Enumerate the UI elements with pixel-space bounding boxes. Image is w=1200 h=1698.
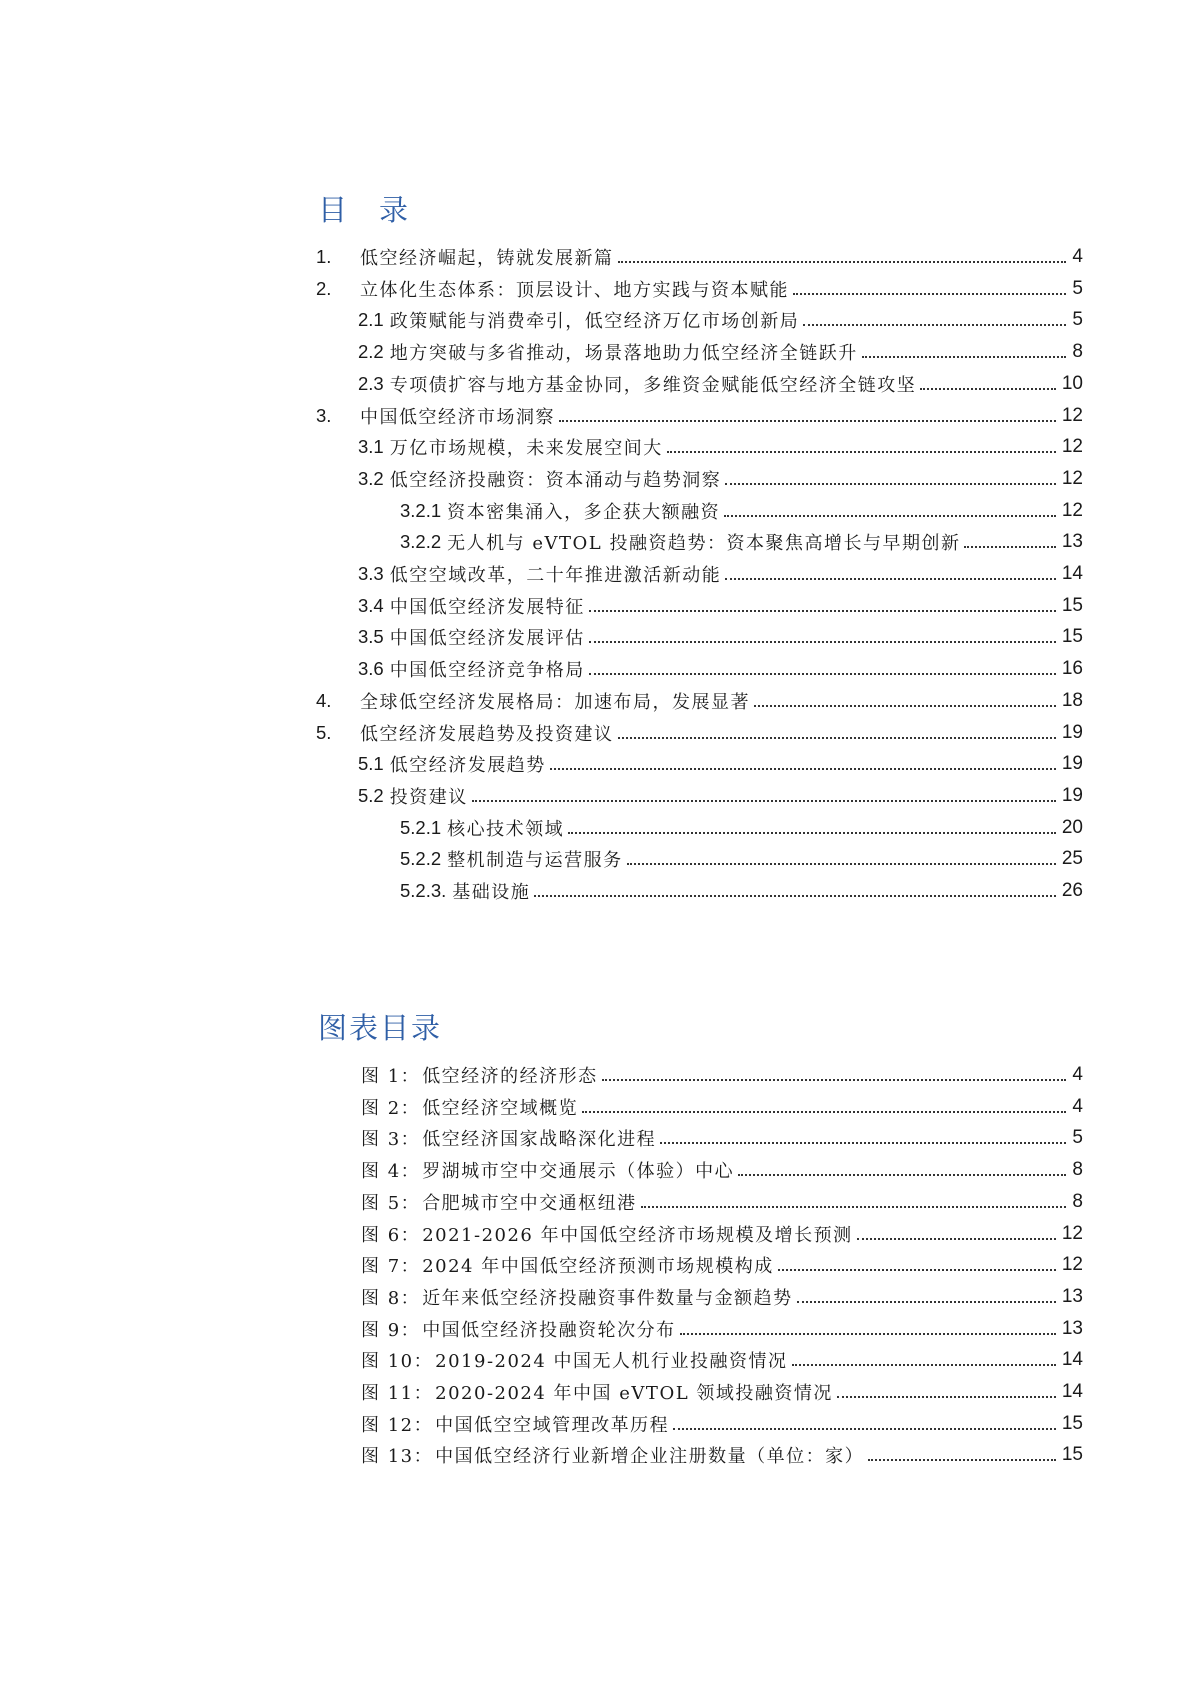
figure-entry[interactable] — [361, 1059, 1083, 1091]
toc-entry-page: 5 — [1072, 277, 1083, 299]
figure-entry-text: 合肥城市空中交通枢纽港 — [422, 1192, 637, 1214]
dot-leader — [862, 343, 1067, 361]
toc-entry[interactable] — [358, 304, 1083, 336]
figure-entry-text: 低空经济空域概览 — [422, 1097, 579, 1119]
toc-entry-number: 5.1 — [358, 753, 384, 775]
toc-entry-text: 整机制造与运营服务 — [447, 850, 623, 872]
dot-leader — [627, 850, 1056, 868]
toc-entry[interactable] — [400, 812, 1083, 844]
figure-entry[interactable] — [361, 1154, 1083, 1186]
figure-entry-label: 图 5： — [361, 1192, 421, 1214]
toc-entry-number: 5.2.3. — [400, 880, 447, 901]
toc-entry[interactable] — [400, 875, 1083, 907]
figure-entry[interactable] — [361, 1091, 1083, 1123]
dot-leader — [754, 692, 1056, 710]
toc-entry[interactable] — [400, 526, 1083, 558]
toc-title — [318, 188, 410, 229]
toc-entry[interactable] — [316, 273, 1083, 305]
dot-leader — [837, 1383, 1056, 1401]
toc-entry[interactable] — [316, 717, 1083, 749]
dot-leader — [673, 1415, 1056, 1433]
figure-entry-page: 12 — [1061, 1222, 1083, 1244]
dot-leader — [738, 1161, 1066, 1179]
toc-entry-number: 3.3 — [358, 563, 384, 584]
figure-entry-label: 图 3： — [361, 1129, 421, 1151]
dot-leader — [857, 1225, 1056, 1243]
figure-entry-text: 中国低空经济行业新增企业注册数量（单位：家） — [435, 1446, 865, 1468]
toc-entry[interactable] — [316, 241, 1083, 273]
figure-entry-page: 13 — [1061, 1317, 1083, 1339]
toc-entry-text: 中国低空经济发展特征 — [389, 596, 585, 618]
figure-entry[interactable] — [361, 1281, 1083, 1313]
toc-entry-number: 4. — [316, 689, 332, 711]
dot-leader — [568, 819, 1056, 837]
toc-entry-text: 政策赋能与消费牵引，低空经济万亿市场创新局 — [389, 311, 800, 333]
figure-entry[interactable] — [361, 1408, 1083, 1440]
toc-entry-number: 3.2 — [358, 467, 384, 489]
dot-leader — [725, 565, 1056, 583]
dot-leader — [589, 597, 1056, 615]
dot-leader — [472, 787, 1056, 805]
toc-entry-text: 核心技术领域 — [447, 818, 565, 840]
figure-entry-page: 5 — [1072, 1127, 1083, 1149]
figure-entry-text: 2021-2026 年中国低空经济市场规模及增长预测 — [422, 1224, 853, 1246]
toc-entry[interactable] — [358, 590, 1083, 622]
dot-leader — [602, 1066, 1067, 1084]
figure-entry-label: 图 12： — [361, 1414, 434, 1436]
toc-entry-number: 1. — [316, 246, 332, 267]
figure-entry-text: 罗湖城市空中交通展示（体验）中心 — [422, 1161, 735, 1183]
toc-entry[interactable] — [358, 780, 1083, 812]
toc-title-part: 录 — [379, 193, 411, 227]
toc-entry-page: 14 — [1061, 563, 1083, 584]
dot-leader — [582, 1098, 1066, 1116]
toc-entry[interactable] — [400, 495, 1083, 527]
dot-leader — [792, 1351, 1056, 1369]
toc-entry-text: 低空空域改革，二十年推进激活新动能 — [389, 565, 722, 586]
toc-entry-text: 低空经济崛起，铸就发展新篇 — [360, 248, 614, 269]
toc-entry-page: 25 — [1061, 848, 1083, 870]
toc-entry-text: 无人机与 eVTOL 投融资趋势：资本聚焦高增长与早期创新 — [447, 533, 961, 555]
toc-entry-number: 2. — [316, 277, 332, 299]
figure-entry-page: 8 — [1072, 1190, 1083, 1212]
figure-entry-label: 图 4： — [361, 1161, 421, 1183]
toc-entry-text: 地方突破与多省推动，场景落地助力低空经济全链跃升 — [389, 343, 858, 365]
toc-entry-page: 8 — [1072, 341, 1083, 363]
toc-entry-page: 13 — [1061, 531, 1083, 553]
toc-entry-page: 19 — [1061, 721, 1083, 743]
toc-entry[interactable] — [358, 463, 1083, 495]
figure-entry-label: 图 13： — [361, 1446, 434, 1468]
figure-entry-label: 图 2： — [361, 1097, 421, 1119]
figure-entry[interactable] — [361, 1249, 1083, 1281]
dot-leader — [660, 1129, 1066, 1147]
toc-entry[interactable] — [358, 621, 1083, 653]
toc-entry-page: 12 — [1061, 436, 1083, 458]
toc-title-part: 目 — [318, 193, 350, 227]
figure-entry-text: 2024 年中国低空经济预测市场规模构成 — [422, 1256, 774, 1278]
figure-entry-text: 2020-2024 年中国 eVTOL 领域投融资情况 — [435, 1383, 833, 1404]
toc-entry[interactable] — [358, 368, 1083, 400]
figure-entry-text: 中国低空经济投融资轮次分布 — [422, 1319, 676, 1341]
toc-entry-page: 10 — [1061, 372, 1083, 394]
figure-entry-text: 近年来低空经济投融资事件数量与金额趋势 — [422, 1287, 793, 1309]
toc-entry[interactable] — [358, 431, 1083, 463]
toc-entry-number: 5.2.1 — [400, 816, 442, 838]
toc-entry-text: 低空经济投融资：资本涌动与趋势洞察 — [389, 469, 722, 491]
toc-entry-number: 2.2 — [358, 341, 384, 363]
toc-entry[interactable] — [358, 336, 1083, 368]
figure-entry-page: 14 — [1061, 1381, 1083, 1402]
toc-entry[interactable] — [358, 558, 1083, 590]
toc-entry-page: 18 — [1061, 689, 1083, 711]
toc-entry-text: 专项债扩容与地方基金协同，多维资金赋能低空经济全链攻坚 — [389, 374, 917, 396]
toc-entry-text: 低空经济发展趋势 — [389, 755, 546, 777]
figure-entry-label: 图 9： — [361, 1319, 421, 1341]
figure-entry-label: 图 11： — [361, 1383, 434, 1404]
toc-entry-page: 12 — [1061, 467, 1083, 489]
figure-entry-page: 15 — [1061, 1444, 1083, 1466]
figure-entry-text: 中国低空空域管理改革历程 — [435, 1414, 670, 1436]
dot-leader — [778, 1256, 1056, 1274]
toc-entry[interactable] — [400, 843, 1083, 875]
figure-entry-label: 图 6： — [361, 1224, 421, 1246]
toc-entry-number: 5.2.2 — [400, 848, 442, 870]
dot-leader — [641, 1193, 1067, 1211]
dot-leader — [797, 1288, 1056, 1306]
dot-leader — [589, 628, 1056, 646]
figure-entry-page: 12 — [1061, 1254, 1083, 1276]
toc-entry-text: 资本密集涌入，多企获大额融资 — [447, 501, 721, 523]
toc-entry-text: 基础设施 — [452, 882, 531, 903]
figure-entry-label: 图 1： — [361, 1066, 421, 1087]
toc-entry-page: 19 — [1061, 784, 1083, 806]
figure-entry[interactable] — [361, 1376, 1083, 1408]
figure-entry[interactable] — [361, 1313, 1083, 1345]
figure-entry[interactable] — [361, 1344, 1083, 1376]
dot-leader — [920, 375, 1056, 393]
toc-entry-page: 15 — [1061, 594, 1083, 616]
toc-entry-text: 万亿市场规模，未来发展空间大 — [389, 438, 663, 460]
toc-entry[interactable] — [358, 748, 1083, 780]
toc-entry-page: 20 — [1061, 816, 1083, 838]
toc-entry-page: 5 — [1072, 309, 1083, 331]
figure-list-title: 图表目录 — [318, 1011, 443, 1045]
toc-entry-text: 低空经济发展趋势及投资建议 — [360, 723, 614, 745]
figure-entry-page: 13 — [1061, 1285, 1083, 1307]
toc-entry-page: 15 — [1061, 626, 1083, 648]
dot-leader — [550, 755, 1056, 773]
toc-entry[interactable] — [358, 653, 1083, 685]
toc-entry-number: 5. — [316, 721, 332, 743]
dot-leader — [618, 724, 1056, 742]
toc-entry-text: 中国低空经济市场洞察 — [360, 406, 555, 428]
figure-entry[interactable] — [361, 1439, 1083, 1471]
dot-leader — [964, 533, 1055, 551]
dot-leader — [680, 1320, 1056, 1338]
figure-entry-page: 4 — [1072, 1095, 1083, 1117]
dot-leader — [667, 438, 1056, 456]
toc-entry-number: 2.3 — [358, 372, 384, 394]
toc-entry-text: 投资建议 — [389, 786, 468, 808]
figure-entry-label: 图 7： — [361, 1256, 421, 1278]
figure-entry-page: 4 — [1072, 1064, 1083, 1085]
figure-entry-text: 低空经济国家战略深化进程 — [422, 1129, 657, 1151]
figure-entry[interactable] — [361, 1122, 1083, 1154]
dot-leader — [589, 660, 1056, 678]
figure-entry-label: 图 8： — [361, 1287, 421, 1309]
dot-leader — [868, 1446, 1056, 1464]
figure-entry-page: 14 — [1061, 1349, 1083, 1371]
figure-entry-text: 低空经济的经济形态 — [422, 1066, 598, 1087]
toc-entry-number: 3.5 — [358, 626, 384, 648]
toc-entry[interactable] — [316, 685, 1083, 717]
toc-entry-page: 19 — [1061, 753, 1083, 775]
toc-entry-text: 全球低空经济发展格局：加速布局，发展显著 — [360, 691, 750, 713]
figure-entry-label: 图 10： — [361, 1351, 434, 1373]
toc-entry-number: 3.2.1 — [400, 499, 442, 521]
toc-entry-number: 3.6 — [358, 658, 384, 680]
toc-entry-number: 3.2.2 — [400, 531, 442, 553]
figure-entry-page: 8 — [1072, 1159, 1083, 1181]
figure-entry-text: 2019-2024 中国无人机行业投融资情况 — [435, 1351, 788, 1373]
dot-leader — [803, 311, 1066, 329]
dot-leader — [618, 248, 1067, 266]
figure-entry[interactable] — [361, 1186, 1083, 1218]
figure-entry-page: 15 — [1061, 1412, 1083, 1434]
dot-leader — [559, 407, 1056, 425]
toc-entry-number: 3.4 — [358, 594, 384, 616]
toc-entry-number: 5.2 — [358, 784, 384, 806]
toc-entry-page: 16 — [1061, 658, 1083, 680]
toc-entry-page: 4 — [1072, 246, 1083, 267]
toc-entry-page: 12 — [1061, 404, 1083, 426]
toc-entry-text: 中国低空经济发展评估 — [389, 628, 585, 650]
figure-entry[interactable] — [361, 1218, 1083, 1250]
dot-leader — [534, 882, 1056, 900]
toc-entry-number: 3. — [316, 404, 332, 426]
dot-leader — [793, 280, 1066, 298]
toc-entry-text: 中国低空经济竞争格局 — [389, 660, 585, 682]
toc-entry-number: 2.1 — [358, 309, 384, 331]
dot-leader — [725, 470, 1056, 488]
toc-entry-text: 立体化生态体系：顶层设计、地方实践与资本赋能 — [360, 279, 789, 301]
toc-entry-page: 12 — [1061, 499, 1083, 521]
toc-entry[interactable] — [316, 400, 1083, 432]
dot-leader — [724, 502, 1056, 520]
toc-entry-number: 3.1 — [358, 436, 384, 458]
toc-entry-page: 26 — [1061, 880, 1083, 901]
